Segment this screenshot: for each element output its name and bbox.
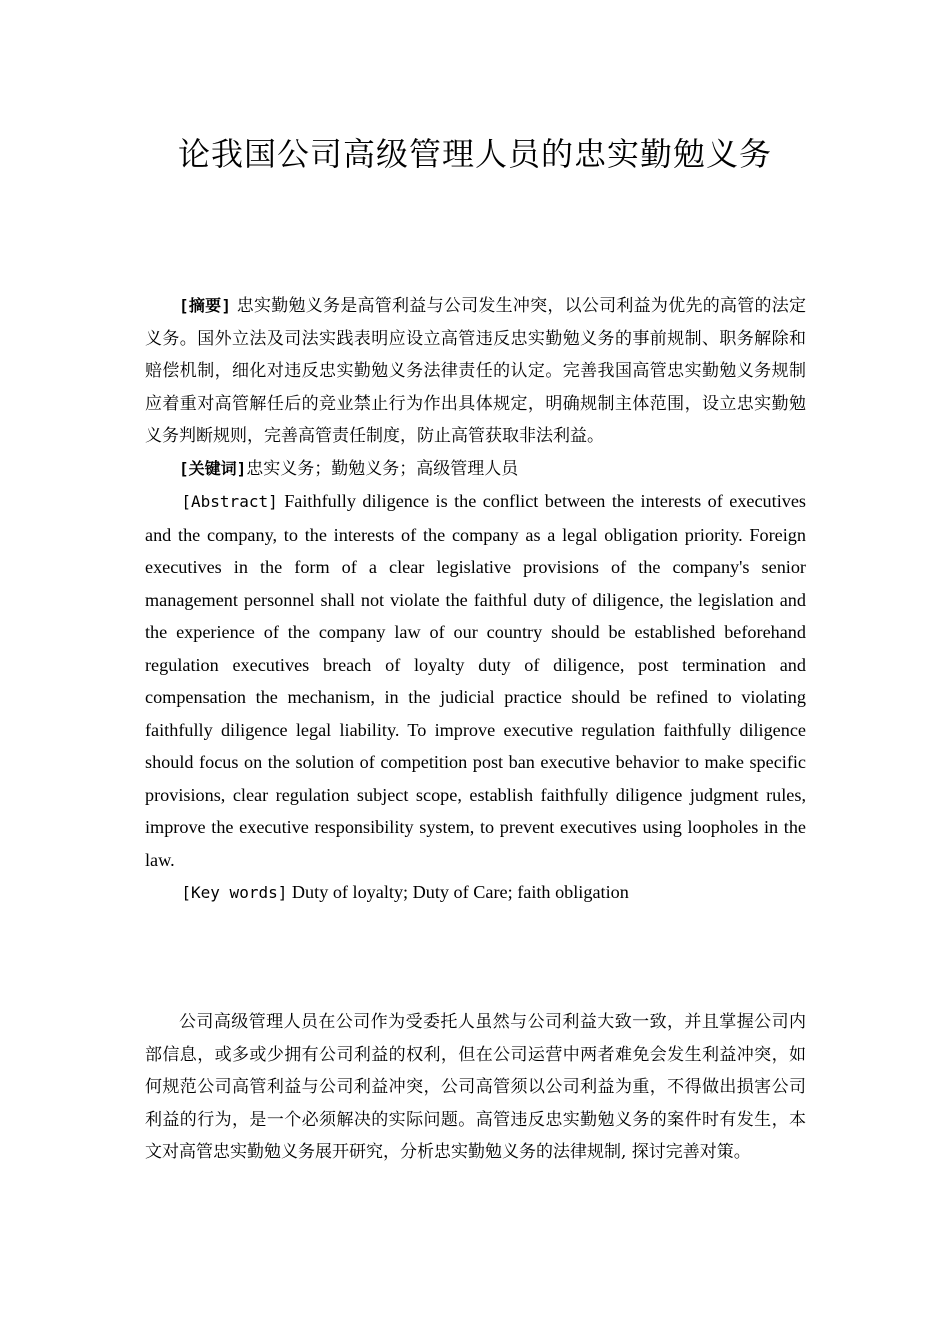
- keywords-en-text: Duty of loyalty; Duty of Care; faith obligation: [291, 882, 629, 902]
- abstract-en-paragraph: [145, 485, 806, 876]
- abstract-zh-label: [摘要]: [179, 296, 232, 315]
- introduction-section: [145, 1006, 806, 1169]
- paper-title: 论我国公司高级管理人员的忠实勤勉义务: [177, 135, 772, 173]
- keywords-en-paragraph: [145, 876, 806, 910]
- intro-paragraph: 公司高级管理人员在公司作为受委托人虽然与公司利益大致一致，并且掌握公司内部信息，或多或少拥有公司利益的权利，但在公司运营中两者难免会发生利益冲突，如何规范公司高管利益与公司利益冲突，公司高管须以公司利益为重，不得做出损害公司利益的行为，是一个必须解决的实际问题。高管违反忠实勤勉义务的案件时有发生，本文对高管忠实勤勉义务展开研究，分析忠实勤勉义务的法律规制, 探讨完善对策。: [145, 1012, 806, 1162]
- keywords-zh-paragraph: [145, 453, 806, 486]
- keywords-zh-text: 忠实义务；勤勉义务；高级管理人员: [246, 458, 519, 479]
- abstract-zh-paragraph: [145, 290, 806, 453]
- keywords-en-label: [Key words]: [181, 883, 288, 902]
- keywords-zh-label: [关键词]: [179, 458, 247, 478]
- abstract-zh-text: 忠实勤勉义务是高管利益与公司发生冲突，以公司利益为优先的高管的法定义务。国外立法及司法实践表明应设立高管违反忠实勤勉义务的事前规制、职务解除和赔偿机制，细化对违反忠实勤勉义务法律责任的认定。完善我国高管忠实勤勉义务规制应着重对高管解任后的竞业禁止行为作出具体规定，明确规制主体范围，设立忠实勤勉义务判断规则，完善高管责任制度，防止高管获取非法利益。: [145, 296, 806, 446]
- abstract-en-text: Faithfully diligence is the conflict between the interests of executives and the company, to the interests of the company as a legal obligation priority. Foreign executives in the form of a clear legislative provisions of the company's senior management personnel shall not violate the faithful duty of diligence, the legislation and the experience of the company law of our country should be established beforehand regulation executives breach of loyalty duty of diligence, post termination and compensation the mechanism, in the judicial practice should be refined to violating faithfully diligence legal liability. To improve executive regulation faithfully diligence should focus on the solution of competition post ban executive behavior to make specific provisions, clear regulation subject scope, establish faithfully diligence judgment rules, improve the executive responsibility system, to prevent executives using loopholes in the law.: [145, 491, 806, 870]
- abstract-en-label: [Abstract]: [181, 492, 278, 511]
- abstract-section: [145, 290, 806, 910]
